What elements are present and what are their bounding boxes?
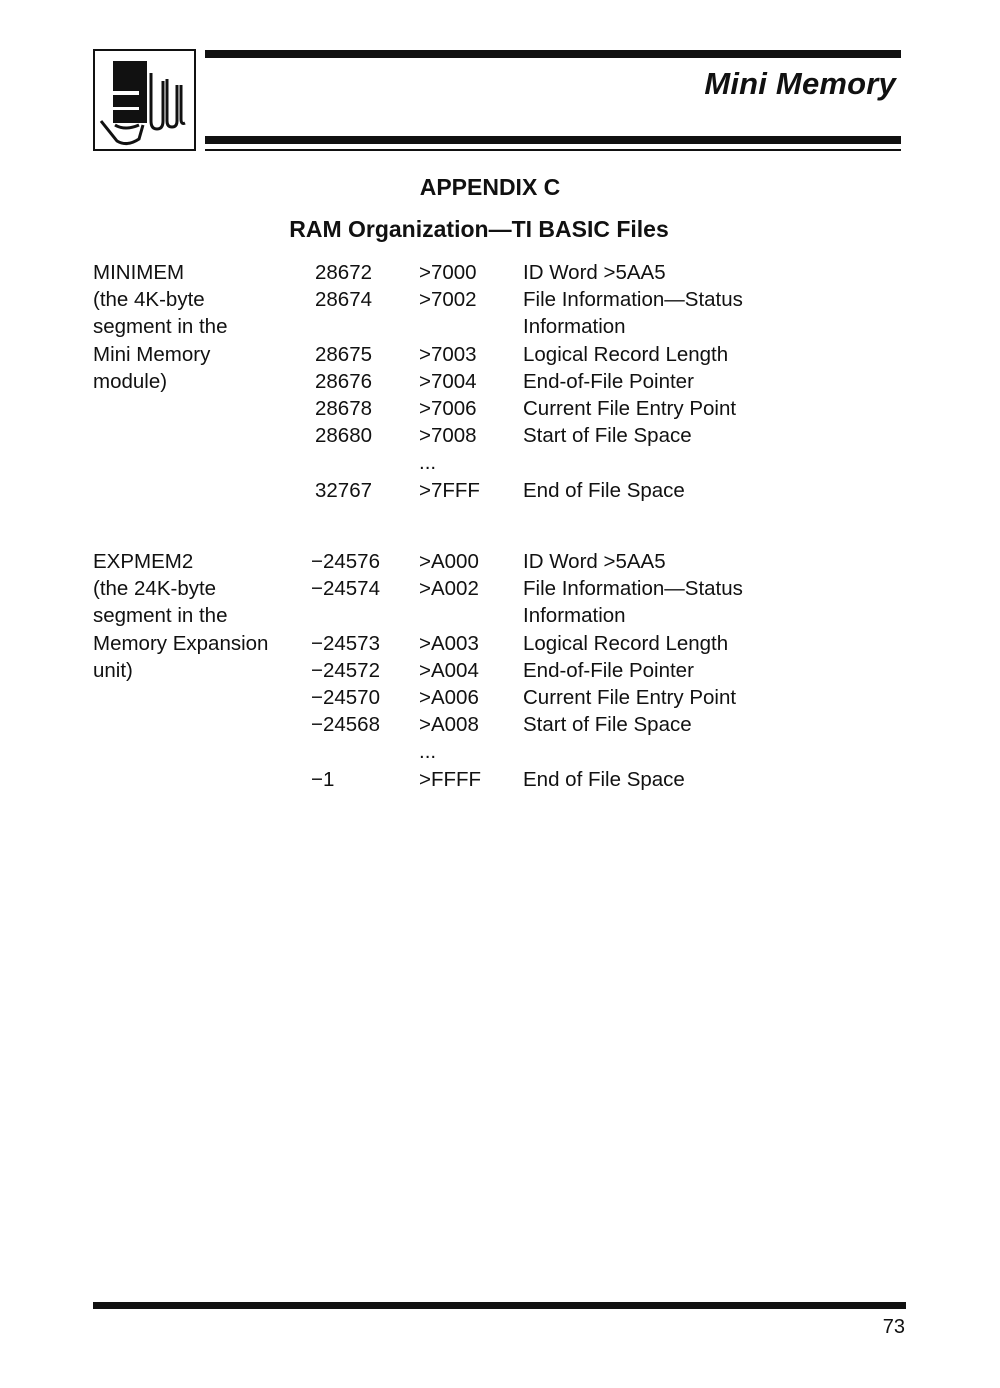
row-hex-address: >7FFF xyxy=(419,478,480,502)
row-description: File Information—Status xyxy=(523,577,743,601)
row-description: Information xyxy=(523,604,626,628)
page-number: 73 xyxy=(882,1316,905,1338)
row-description: Current File Entry Point xyxy=(523,396,737,420)
row-decimal-address: −24570 xyxy=(311,685,380,709)
row-hex-address: >7006 xyxy=(419,396,477,420)
hand-chip-logo-icon xyxy=(95,51,194,149)
row-hex-address: ... xyxy=(419,740,437,764)
row-hex-address: >A006 xyxy=(419,685,479,709)
header-title: Mini Memory xyxy=(704,66,896,101)
row-description: ID Word >5AA5 xyxy=(523,261,666,284)
row-hex-address: >A004 xyxy=(419,658,479,682)
row-label: module) xyxy=(93,369,168,393)
row-decimal-address: −24574 xyxy=(311,577,380,601)
row-hex-address: ... xyxy=(419,451,437,475)
row-description: File Information—Status xyxy=(523,288,743,312)
row-label: segment in the xyxy=(93,315,228,339)
row-hex-address: >7000 xyxy=(419,261,477,284)
row-decimal-address: 28675 xyxy=(315,342,373,366)
row-description: Information xyxy=(523,315,626,339)
subtitle: RAM Organization—TI BASIC Files xyxy=(289,216,669,242)
row-description: Start of File Space xyxy=(523,713,692,737)
header-top-rule xyxy=(205,50,901,58)
header-bottom-rule xyxy=(205,136,901,144)
row-hex-address: >A008 xyxy=(419,713,479,737)
row-hex-address: >7002 xyxy=(419,288,477,312)
row-hex-address: >7008 xyxy=(419,424,477,448)
row-decimal-address: 28674 xyxy=(315,288,373,312)
appendix-title: APPENDIX C xyxy=(419,174,561,200)
row-decimal-address: 28678 xyxy=(315,396,373,420)
row-hex-address: >7004 xyxy=(419,369,477,393)
row-description: ID Word >5AA5 xyxy=(523,550,666,573)
row-label: (the 24K-byte xyxy=(93,577,217,601)
row-label: unit) xyxy=(93,658,133,682)
row-description: End-of-File Pointer xyxy=(523,369,694,393)
row-decimal-address: −24572 xyxy=(311,658,380,682)
row-decimal-address: −24568 xyxy=(311,713,380,737)
row-description: Start of File Space xyxy=(523,424,692,448)
row-hex-address: >7003 xyxy=(419,342,477,366)
row-hex-address: >A003 xyxy=(419,631,479,655)
row-description: Current File Entry Point xyxy=(523,685,737,709)
row-decimal-address: 28672 xyxy=(315,261,373,284)
header-bottom-thin-rule xyxy=(205,149,901,151)
row-label: EXPMEM2 xyxy=(93,550,194,573)
row-label: (the 4K-byte xyxy=(93,288,205,312)
row-decimal-address: 32767 xyxy=(315,478,373,502)
row-description: End-of-File Pointer xyxy=(523,658,694,682)
ti-logo-box xyxy=(93,49,196,151)
row-hex-address: >A000 xyxy=(419,550,479,573)
row-description: Logical Record Length xyxy=(523,342,729,366)
row-description: Logical Record Length xyxy=(523,631,729,655)
row-decimal-address: −1 xyxy=(311,767,335,791)
row-label: Mini Memory xyxy=(93,342,211,366)
footer-rule xyxy=(93,1302,906,1309)
row-description: End of File Space xyxy=(523,767,685,791)
row-description: End of File Space xyxy=(523,478,685,502)
row-label: segment in the xyxy=(93,604,228,628)
row-hex-address: >FFFF xyxy=(419,767,482,791)
row-decimal-address: 28680 xyxy=(315,424,373,448)
row-label: MINIMEM xyxy=(93,261,185,284)
row-decimal-address: −24573 xyxy=(311,631,380,655)
row-hex-address: >A002 xyxy=(419,577,479,601)
row-label: Memory Expansion xyxy=(93,631,269,655)
row-decimal-address: 28676 xyxy=(315,369,373,393)
row-decimal-address: −24576 xyxy=(311,550,380,573)
